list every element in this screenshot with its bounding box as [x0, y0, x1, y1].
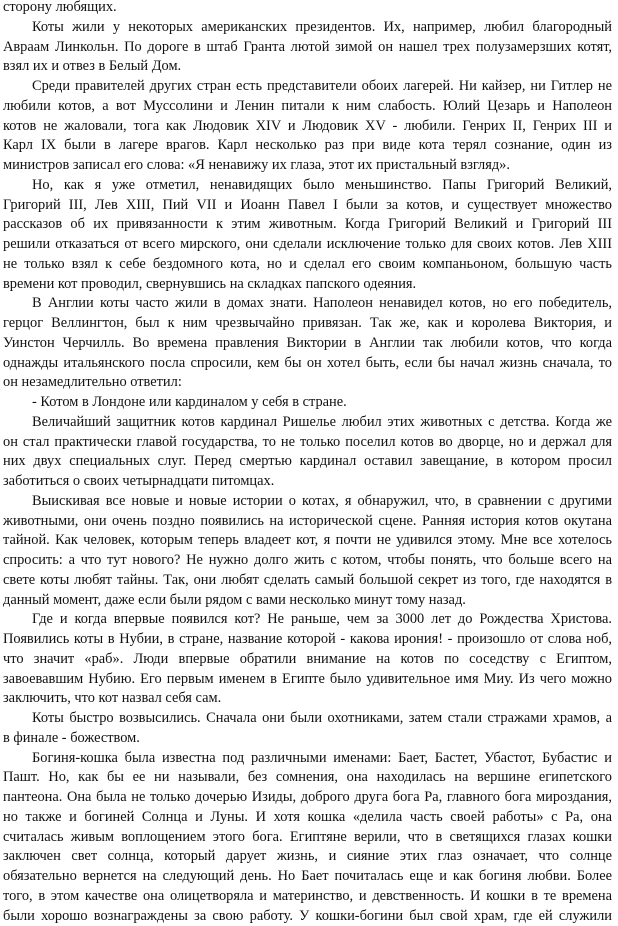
text-line: Уинстон Черчилль. Во времена правления Виктории в Англии так любили котов, что когда: [0, 334, 612, 354]
text-line: Авраам Линкольн. По дороге в штаб Гранта лютой зимой он нашел трех полузамерзших котят,: [0, 38, 612, 58]
text-line: Богиня-кошка была известна под различными именами: Бает, Бастет, Убастот, Бубастис и: [0, 749, 612, 769]
text-line: в финале - божеством.: [0, 729, 612, 749]
text-line: времени кот проводил, свернувшись на складках папского одеяния.: [0, 275, 612, 295]
text-line: сторону любящих.: [0, 0, 612, 18]
text-line: данный момент, даже если были рядом с вами несколько минут тому назад.: [0, 591, 612, 611]
text-line: министров записал его слова: «Я ненавижу их глаза, этот их пристальный взгляд».: [0, 156, 612, 176]
text-line: решили отказаться от всего мирского, они сделали исключение только для своих котов. Лев XIII: [0, 235, 612, 255]
text-line: Карл IX были в лагере врагов. Карл несколько раз при виде кота терял сознание, один из: [0, 136, 612, 156]
text-line: герцог Веллингтон, был к ним чрезвычайно привязан. Так же, как и королева Виктория, и: [0, 314, 612, 334]
text-line: любили котов, а вот Муссолини и Ленин питали к ним слабость. Юлий Цезарь и Наполеон: [0, 97, 612, 117]
text-line: Григорий III, Лев XIII, Пий VII и Иоанн Павел I были за котов, и существует множество: [0, 196, 612, 216]
text-line: Коты быстро возвысились. Сначала они были охотниками, затем стали стражами храмов, а: [0, 709, 612, 729]
text-line: Величайший защитник котов кардинал Ришелье любил этих животных с детства. Когда же: [0, 413, 612, 433]
text-line: рассказов об их привязанности к этим животным. Когда Григорий Великий и Григорий III: [0, 215, 612, 235]
text-line: спросить: а что тут нового? Не нужно долго жить с котом, чтобы понять, что больше всего на: [0, 551, 612, 571]
text-line: Но, как я уже отметил, ненавидящих было меньшинство. Папы Григорий Великий,: [0, 176, 612, 196]
text-line: обязательно вернется на следующий день. Но Бает почиталась еще и как богиня любви. Более: [0, 867, 612, 887]
text-line: Коты жили у некоторых американских президентов. Их, например, любил благородный: [0, 18, 612, 38]
text-line: однажды итальянского посла спросили, кем бы он хотел быть, если бы начал жизнь сначала, то: [0, 354, 612, 374]
text-line: заключен свет солнца, который дарует жизнь, и сияние этих глаз означает, что солнце: [0, 847, 612, 867]
text-line: В Англии коты часто жили в домах знати. Наполеон ненавидел котов, но его победитель,: [0, 294, 612, 314]
text-line: он стал практически главой государства, то не только поселил котов во дворце, но и держал для: [0, 433, 612, 453]
text-line: завоевавшим Нубию. Его первым именем в Египте было удивительное имя Миу. Из чего можно: [0, 670, 612, 690]
text-line: считалась живым воплощением этого бога. Египтяне верили, что в светящихся глазах кошки: [0, 828, 612, 848]
text-line: Появились коты в Нубии, в стране, название которой - какова ирония! - произошло от слова ноб,: [0, 630, 612, 650]
text-line: но также и богиней Солнца и Луны. И хотя кошка «делила часть своей работы» с Ра, она: [0, 808, 612, 828]
text-line: них двух специальных слуг. Перед смертью кардинал оставил завещание, в котором просил: [0, 452, 612, 472]
text-line: он незамедлительно ответил:: [0, 373, 612, 393]
text-line: были хорошо вознаграждены за свою работу. У кошки-богини был свой храм, где ей служили: [0, 907, 612, 926]
text-line: не только взял к себе бездомного кота, но и сделал его своим компаньоном, большую часть: [0, 255, 612, 275]
text-line: Среди правителей других стран есть представители обоих лагерей. Ни кайзер, ни Гитлер не: [0, 77, 612, 97]
text-line: того, в этом качестве она олицетворяла и материнство, и девственность. И кошки в те времена: [0, 887, 612, 907]
text-line: тайной. Как человек, которым теперь владеет кот, я почти не удивился этому. Мне все хотелось: [0, 531, 612, 551]
text-line: что значит «раб». Люди впервые обратили внимание на котов по соседству с Египтом,: [0, 650, 612, 670]
text-line: Пашт. Но, как бы ее ни называли, без сомнения, она находилась на вершине египетского: [0, 768, 612, 788]
text-line: Где и когда впервые появился кот? Не раньше, чем за 3000 лет до Рождества Христова.: [0, 610, 612, 630]
text-line: заключить, что кот назвал себя сам.: [0, 689, 612, 709]
text-line: взял их и отвез в Белый Дом.: [0, 57, 612, 77]
text-line: пантеона. Она была не только дочерью Изиды, доброго друга бога Ра, главного бога мироздания,: [0, 788, 612, 808]
text-line: животными, они очень поздно появились на исторической сцене. Ранняя история котов окутана: [0, 512, 612, 532]
text-line: заботиться о своих четырнадцати питомцах.: [0, 472, 612, 492]
text-line: Выискивая все новые и новые истории о котах, я обнаружил, что, в сравнении с другими: [0, 492, 612, 512]
text-line: свете коты любят тайны. Так, они любят сделать самый большой секрет из того, где находятся в: [0, 571, 612, 591]
text-line: котов не жаловали, тога как Людовик XIV и Людовик XV - любили. Генрих II, Генрих III и: [0, 117, 612, 137]
text-line: - Котом в Лондоне или кардиналом у себя в стране.: [0, 393, 612, 413]
